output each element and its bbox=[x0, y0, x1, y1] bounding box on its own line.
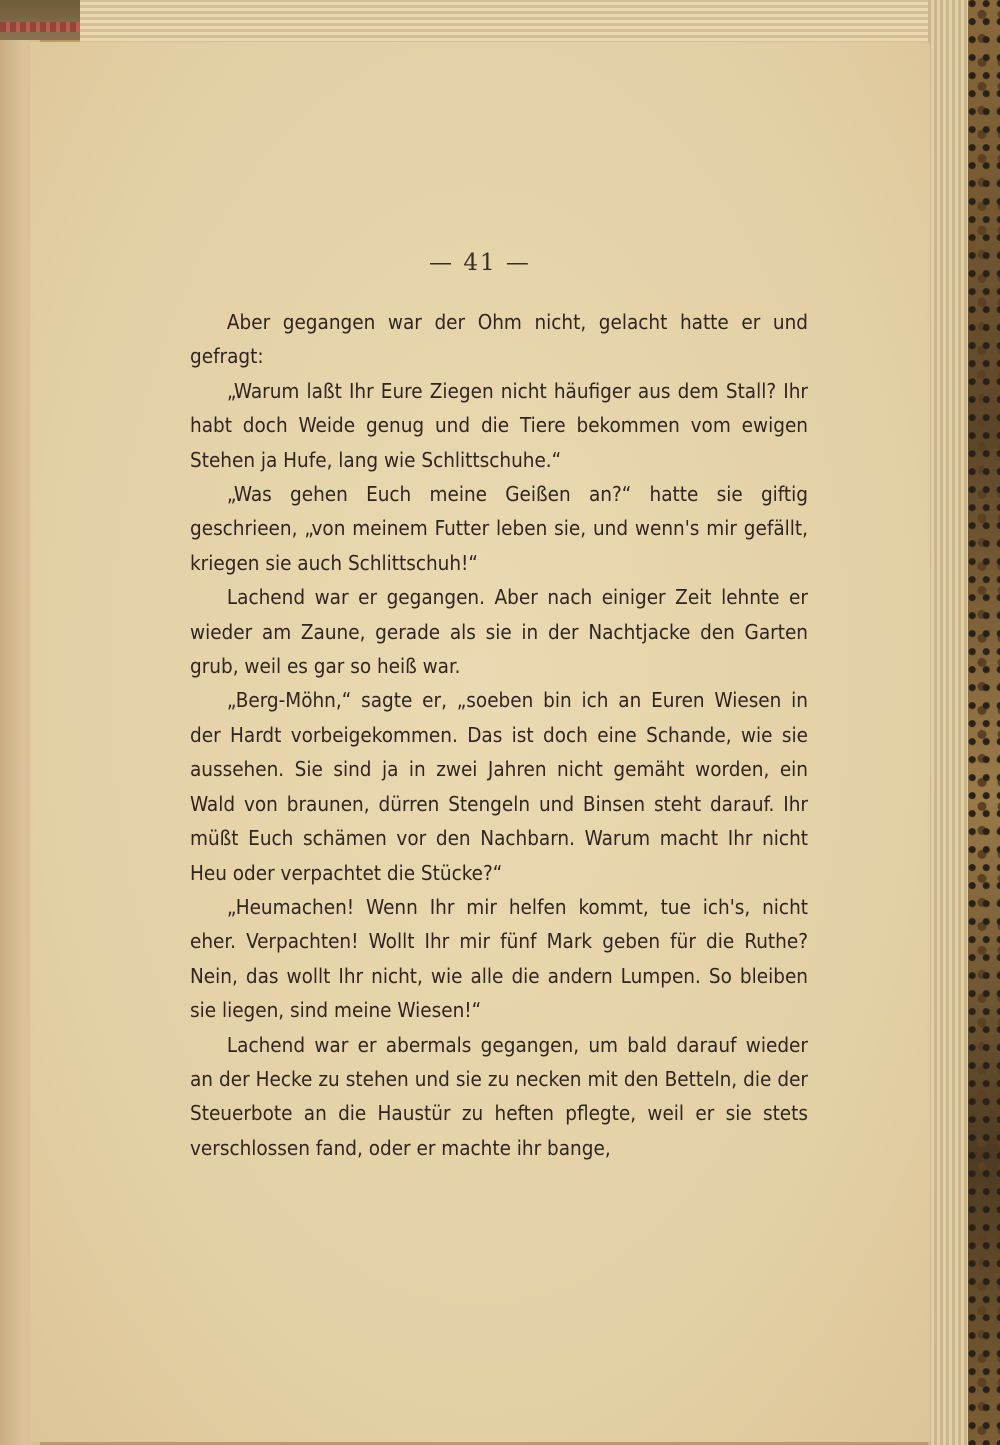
paragraph: „Was gehen Euch meine Geißen an?“ hatte sie giftig geschrieen, „von meinem Futter leben sie, und wenn's mir gefällt, kriegen sie auch Schlittschuh!“ bbox=[190, 482, 808, 575]
paragraph: Lachend war er abermals gegangen, um bald darauf wieder an der Hecke zu stehen und sie zu necken mit den Betteln, die der Steuerbote an die Haustür zu heften pflegte, weil er sie stets verschlossen fand, oder er machte ihr bange, bbox=[190, 1032, 808, 1160]
page-stack-right bbox=[928, 0, 968, 1445]
paragraph: „Heumachen! Wenn Ihr mir helfen kommt, tue ich's, nicht eher. Verpachten! Wollt Ihr mir fünf Mark geben für die Ruthe? Nein, das wollt Ihr nicht, wie alle die andern Lumpen. So bleiben sie liegen, sind meine Wiesen!“ bbox=[190, 894, 808, 1023]
page-body bbox=[190, 305, 808, 1165]
paragraph: „Berg-Möhn,“ sagte er, „soeben bin ich an Euren Wiesen in der Hardt vorbeigekommen. Das ist doch eine Schande, wie sie aussehen. Sie sind ja in zwei Jahren nicht gemäht worden, ein Wald von braunen, dürren Stengeln und Binsen steht darauf. Ihr müßt Euch schämen vor den Nachbarn. Warum macht Ihr nicht Heu oder verpachtet die Stücke?“ bbox=[190, 688, 808, 885]
paragraph: „Warum laßt Ihr Eure Ziegen nicht häufiger aus dem Stall? Ihr habt doch Weide genug und die Tiere bekommen vom ewigen Stehen ja Hufe, lang wie Schlittschuhe.“ bbox=[190, 378, 808, 472]
book-page bbox=[30, 42, 930, 1442]
paragraph: Lachend war er gegangen. Aber nach einiger Zeit lehnte er wieder am Zaune, gerade als sie in der Nachtjacke den Garten grub, weil es gar so heiß war. bbox=[190, 585, 808, 679]
page-number: — 41 — bbox=[429, 250, 531, 276]
spine-cloth bbox=[0, 22, 80, 32]
paragraph: Aber gegangen war der Ohm nicht, gelacht hatte er und gefragt: bbox=[190, 310, 808, 369]
marbled-cover-edge bbox=[968, 0, 1000, 1445]
